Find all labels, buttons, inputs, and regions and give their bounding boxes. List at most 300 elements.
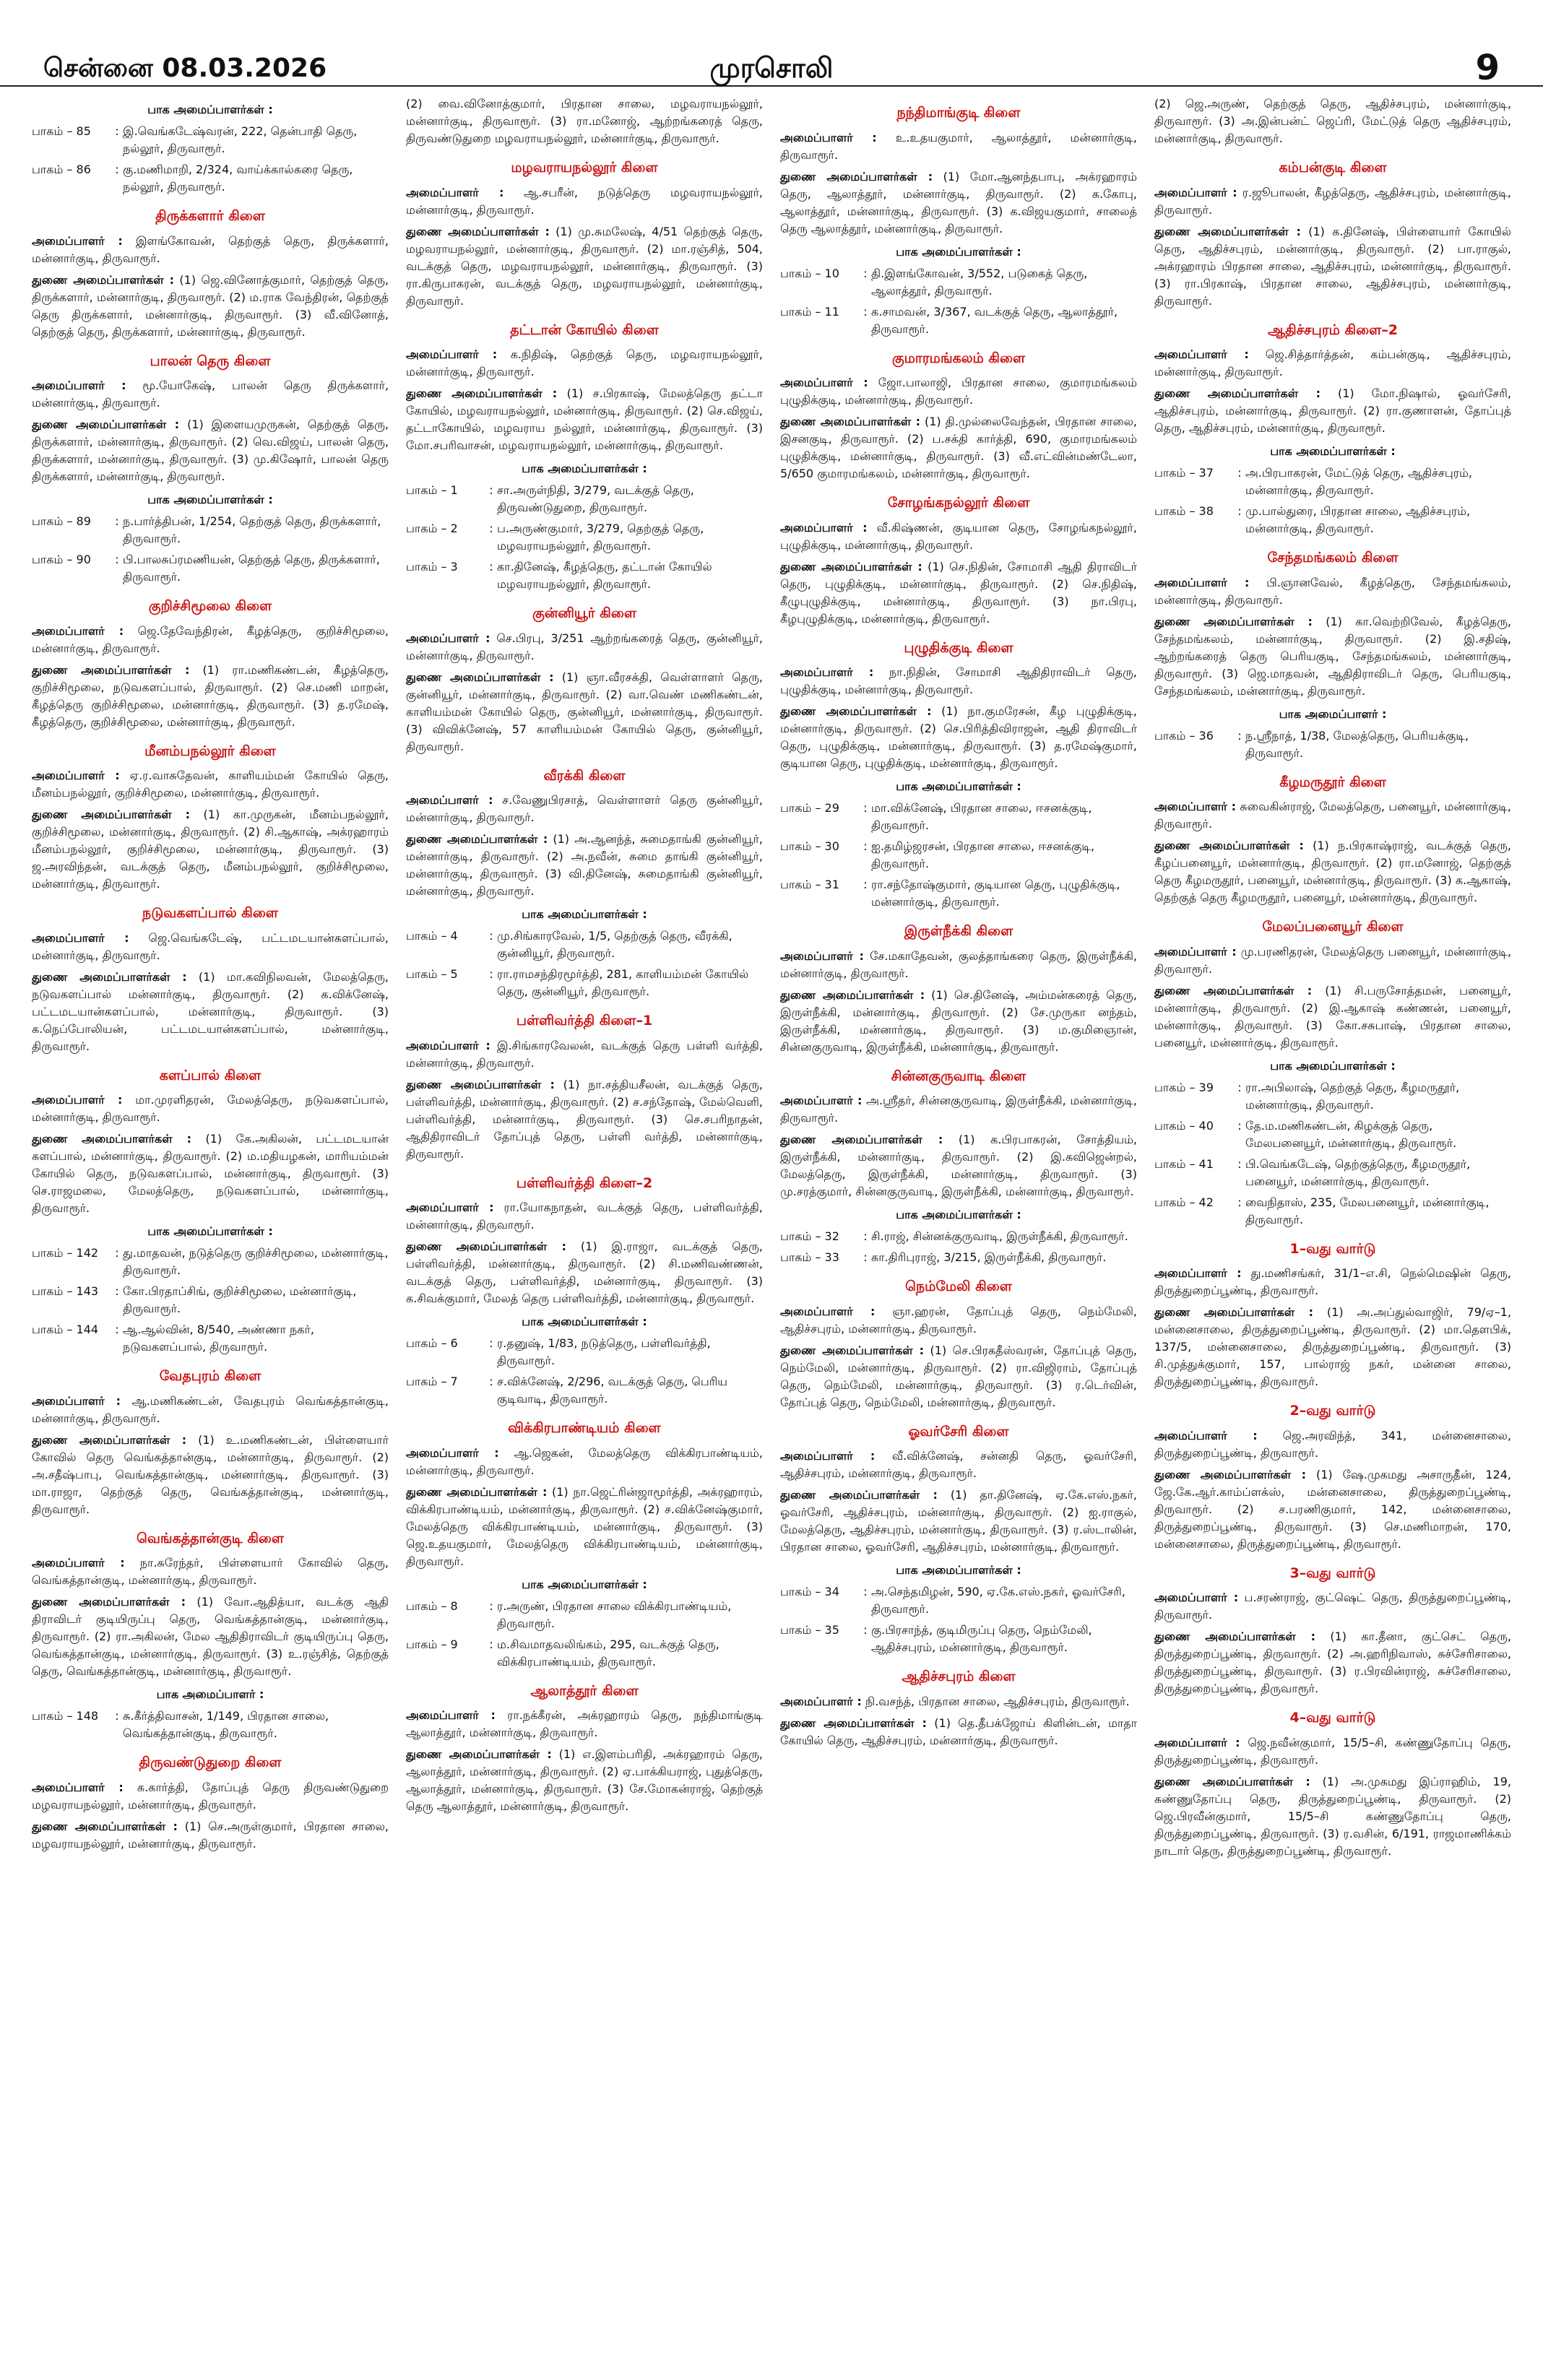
- separator: :: [863, 304, 868, 319]
- role-label: துணை அமைப்பாளர்கள் :: [32, 417, 180, 431]
- office-bearer-paragraph: [780, 1693, 1137, 1710]
- section-title: மழவராயநல்லூர் கிளை: [511, 160, 658, 176]
- office-bearer-paragraph: [1154, 574, 1511, 609]
- role-text: நி.வசந்த், பிரதான சாலை, ஆதிச்சபுரம், திருவாரூர்.: [861, 1694, 1130, 1708]
- office-bearer-paragraph: [1154, 95, 1511, 147]
- office-bearer-paragraph: [1154, 1734, 1511, 1769]
- office-bearer-paragraph: [406, 669, 763, 756]
- office-bearer-paragraph: [406, 184, 763, 219]
- ward-organisers-heading: பாக அமைப்பாளர்கள் :: [1270, 444, 1396, 458]
- office-bearer-paragraph: [1154, 1628, 1511, 1697]
- section-title: இருள்நீக்கி கிளை: [904, 923, 1013, 939]
- ward-number: பாகம் – 31: [780, 878, 839, 891]
- ward-number: பாகம் – 7: [406, 1375, 458, 1388]
- role-label: துணை அமைப்பாளர்கள் :: [780, 1488, 938, 1502]
- role-label: துணை அமைப்பாளர்கள் :: [406, 832, 548, 846]
- office-bearer-paragraph: [780, 1487, 1137, 1556]
- branch-section: [1154, 1563, 1511, 1698]
- role-label: அமைப்பாளர் :: [406, 793, 493, 807]
- office-bearer-paragraph: [32, 1393, 389, 1427]
- section-title: மேலப்பனையூர் கிளை: [1262, 919, 1404, 935]
- office-bearer-paragraph: [1154, 346, 1511, 381]
- column-2: [406, 95, 763, 2363]
- ward-organiser: ர.அருண், பிரதான சாலை விக்கிரபாண்டியம், திருவாரூர்.: [497, 1598, 732, 1630]
- ward-organisers-heading: பாக அமைப்பாளர்கள் :: [147, 493, 273, 506]
- role-text: (1) ஜெ.வினோத்குமார், தெற்குத் தெரு, திருக்களார், மன்னார்குடி, திருவாரூர். (2) ம.ராக வேந்திரன், தெற்குத் தெரு திருக்களார், மன்னார்குடி, திருவாரூர். (3) வீ.வினோத், தெற்குத் தெரு, திருக்களார், மன்னார்குடி, திருவாரூர்.: [32, 272, 389, 339]
- ward-organiser: ந.ஸ்ரீநாத், 1/38, மேலத்தெரு, பெரியக்குடி, திருவாரூர்.: [1245, 728, 1469, 760]
- ward-row: [406, 1373, 763, 1408]
- office-bearer-paragraph: [780, 558, 1137, 628]
- role-text: சுவைகின்ராஜ், மேலத்தெரு, பனையூர், மன்னார்குடி, திருவாரூர்.: [1154, 800, 1511, 831]
- ward-organisers-heading: பாக அமைப்பாளர்கள் :: [522, 1315, 647, 1328]
- branch-section: [32, 206, 389, 341]
- ward-organiser: ப.அருண்குமார், 3/279, தெற்குத் தெரு, மழவராயநல்லூர், திருவாரூர்.: [497, 522, 704, 553]
- ward-row: [780, 1228, 1137, 1245]
- office-bearer-paragraph: [32, 1091, 389, 1126]
- ward-organisers-heading: பாக அமைப்பாளர்கள் :: [1270, 1058, 1396, 1073]
- role-text: (1) செ.பிரகதீஸ்வரன், தோப்புத் தெரு, நெம்மேலி, மன்னார்குடி, திருவாரூர். (2) ரா.விஜிராம், தோப்புத் தெரு, நெம்மேலி, மன்னார்குடி, திருவாரூர். (3) ர.டெர்வின், தோப்புத் தெரு, நெம்மேலி, மன்னார்குடி, திருவாரூர்.: [780, 1343, 1137, 1409]
- role-label: அமைப்பாளர் :: [780, 948, 864, 963]
- role-label: அமைப்பாளர் :: [406, 185, 504, 199]
- role-label: துணை அமைப்பாளர்கள் :: [780, 415, 921, 428]
- ward-organiser: சு.கீர்த்திவாசன், 1/149, பிரதான சாலை, வெங்கத்தான்குடி, திருவாரூர்.: [123, 1709, 329, 1740]
- role-text: ஆ.மணிகண்டன், வேதபுரம் வெங்கத்தான்குடி, மன்னார்குடி, திருவாரூர்.: [32, 1393, 389, 1425]
- office-bearer-paragraph: [406, 1199, 763, 1234]
- section-title: கீழமருதூர் கிளை: [1279, 774, 1386, 790]
- separator: :: [115, 124, 119, 138]
- role-text: (1) மோ.நிஷால், ஓவர்சேரி, ஆதிச்சபுரம், மன்னார்குடி, திருவாரூர். (2) ரா.குணாளன், தோப்புத் தெரு, ஆதிச்சபுரம், மன்னார்குடி, திருவாரூர்.: [1154, 386, 1511, 435]
- section-title: வேதபுரம் கிளை: [159, 1368, 262, 1384]
- section-title: பள்ளிவர்த்தி கிளை–1: [516, 1013, 653, 1029]
- office-bearer-paragraph: [1154, 184, 1511, 219]
- role-text: (1) க.தினேஷ், பிள்ளையார் கோயில் தெரு, ஆதிச்சபுரம், மன்னார்குடி, திருவாரூர். (2) பா.ராகுல், அக்ரஹாரம் பிரதான சாலை, ஆதிச்சபுரம், மன்னார்குடி, திருவாரூர். (3) ரா.பிரகாஷ், பிரதான சாலை, ஆதிச்சபுரம், மன்னார்குடி, திருவாரூர்.: [1154, 224, 1511, 308]
- office-bearer-paragraph: [780, 413, 1137, 483]
- ward-row: [32, 1245, 389, 1279]
- role-label: துணை அமைப்பாளர்கள் :: [32, 272, 175, 287]
- branch-section: [406, 157, 763, 310]
- ward-organiser: சா.அருள்நிதி, 3/279, வடக்குத் தெரு, திருவண்டுதுறை, திருவாரூர்.: [497, 483, 694, 514]
- role-label: துணை அமைப்பாளர்கள் :: [1154, 983, 1313, 998]
- role-label: அமைப்பாளர் :: [1154, 1266, 1242, 1280]
- section-title: பள்ளிவர்த்தி கிளை–2: [516, 1174, 653, 1191]
- role-text: (1) நா.குமரேசன், கீழ புழுதிக்குடி, மன்னார்குடி, திருவாரூர். (2) செ.பிரித்திவிராஜன், ஆதி திராவிடர் தெரு, புழுதிக்குடி, மன்னார்குடி, திருவாரூர். (3) த.ரமேஷ்குமார், குடியான தெரு, புழுதிக்குடி, மன்னார்குடி, திருவாரூர்.: [780, 704, 1137, 770]
- role-text: (1) அ.ஆனந்த், சுமைதாங்கி குன்னியூர், மன்னார்குடி, திருவாரூர். (2) அ.நவீன், சுமை தாங்கி குன்னியூர், மன்னார்குடி, திருவாரூர். (3) வி.தினேஷ், சுமைதாங்கி குன்னியூர், மன்னார்குடி, திருவாரூர்.: [406, 832, 763, 898]
- ward-row: [780, 800, 1137, 834]
- branch-section: [1154, 917, 1511, 1229]
- role-text: க.நிதிஷ், தெற்குத் தெரு, மழவராயநல்லூர், மன்னார்குடி, திருவாரூர்.: [406, 347, 763, 378]
- ward-row: [406, 927, 763, 962]
- role-text: ஜெ.வெங்கடேஷ், பட்டமடயான்களப்பால், மன்னார்குடி, திருவாரூர்.: [32, 930, 389, 962]
- separator: :: [115, 553, 119, 566]
- role-label: அமைப்பாளர் :: [1154, 347, 1249, 361]
- branch-section: [406, 1681, 763, 1816]
- ward-organisers-heading: பாக அமைப்பாளர்கள் :: [522, 1577, 647, 1591]
- office-bearer-paragraph: [32, 1779, 389, 1814]
- branch-section: [32, 1752, 389, 1853]
- ward-row: [780, 838, 1137, 873]
- separator: :: [115, 514, 119, 528]
- section-title: நடுவகளப்பால் கிளை: [142, 905, 278, 921]
- section-title: திருக்களார் கிளை: [155, 208, 265, 224]
- ward-number: பாகம் – 1: [406, 483, 458, 497]
- branch-section: [780, 638, 1137, 912]
- ward-number: பாகம் – 142: [32, 1246, 99, 1260]
- section-title: கம்பன்குடி கிளை: [1279, 160, 1387, 176]
- ward-organisers-heading: பாக அமைப்பாளர்கள் :: [896, 1208, 1021, 1221]
- role-text: (1) வோ.ஆதித்யா, வடக்கு ஆதி திராவிடர் குடியிருப்பு தெரு, வெங்கத்தான்குடி, மன்னார்குடி, திருவாரூர். (2) ரா.அகிலன், மேல ஆதிதிராவிடர் குடியிருப்பு தெரு, வெங்கத்தான்குடி, மன்னார்குடி, திருவாரூர். (3) உ.ரஞ்சித், தெற்குத் தெரு, வெங்கத்தான்குடி, மன்னார்குடி, திருவாரூர்.: [32, 1595, 389, 1678]
- office-bearer-paragraph: [32, 416, 389, 485]
- separator: :: [489, 1598, 493, 1613]
- column-4: [1154, 95, 1511, 2363]
- branch-section: [406, 1173, 763, 1408]
- office-bearer-paragraph: [1154, 798, 1511, 833]
- ward-number: பாகம் – 89: [32, 514, 91, 528]
- office-bearer-paragraph: [32, 806, 389, 893]
- section-title: வெங்கத்தான்குடி கிளை: [136, 1530, 285, 1546]
- section-title: ஓவர்சேரி கிளை: [908, 1423, 1009, 1440]
- separator: :: [863, 1229, 868, 1243]
- role-text: ச.வேணுபிரசாத், வெள்ளாளர் தெரு குன்னியூர், மன்னார்குடி, திருவாரூர்.: [406, 793, 763, 824]
- ward-organiser: சி.ராஜ், சின்னக்குருவாடி, இருள்நீக்கி, திருவாரூர்.: [871, 1229, 1128, 1243]
- role-label: துணை அமைப்பாளர்கள் :: [1154, 614, 1313, 628]
- branch-section: [32, 1366, 389, 1518]
- role-label: துணை அமைப்பாளர்கள் :: [1154, 1774, 1310, 1788]
- ward-organiser: கு.பிரசாந்த், குடிமிருப்பு தெரு, நெம்மேலி, ஆதிச்சபுரம், மன்னார்குடி, திருவாரூர்.: [871, 1623, 1092, 1654]
- ward-number: பாகம் – 8: [406, 1598, 458, 1613]
- role-label: அமைப்பாளர் :: [406, 347, 498, 361]
- column-3: [780, 95, 1137, 2363]
- ward-row: [406, 1598, 763, 1632]
- role-text: (1) க.பிரபாகரன், சோத்தியம், இருள்நீக்கி, மன்னார்குடி, திருவாரூர். (2) இ.கவிஜென்றல், மேலத்தெரு, இருள்நீக்கி, மன்னார்குடி, திருவாரூர். (3) மு.சரத்குமார், சின்னகுருவாடி, இருள்நீக்கி, மன்னார்குடி, திருவாரூர்.: [780, 1133, 1137, 1198]
- ward-organiser: ந.பார்த்திபன், 1/254, தெற்குத் தெரு, திருக்களார், திருவாரூர்.: [123, 514, 381, 545]
- ward-organisers-heading: பாக அமைப்பாளர்கள் :: [522, 907, 647, 921]
- office-bearer-paragraph: [1154, 1265, 1511, 1299]
- branch-section: [32, 903, 389, 1055]
- role-label: துணை அமைப்பாளர்கள் :: [406, 1077, 555, 1091]
- ward-organiser: மு.பால்துரை, பிரதான சாலை, ஆதிச்சபுரம், மன்னார்குடி, திருவாரூர்.: [1245, 504, 1471, 535]
- role-label: துணை அமைப்பாளர்கள் :: [780, 1133, 943, 1146]
- section-title: நெம்மேலி கிளை: [905, 1278, 1012, 1294]
- role-text: வீ.கிஷ்ணன், குடியான தெரு, சோழங்கநல்லூர், புழுதிக்குடி, மன்னார்குடி, திருவாரூர்.: [780, 520, 1137, 552]
- ward-organiser: து.மாதவன், நடுத்தெரு குறிச்சிமூலை, மன்னார்குடி, திருவாரூர்.: [123, 1246, 389, 1277]
- role-text: (1) செ.தினேஷ், அம்மன்கரைத் தெரு, இருள்நீக்கி, மன்னார்குடி, திருவாரூர். (2) சே.முருகா னந்தம், இருள்நீக்கி, மன்னார்குடி, திருவாரூர். (3) ம.குமிஞைான், சின்னகுருவாடி, இருள்நீக்கி, மன்னார்குடி, திருவாரூர்.: [780, 987, 1137, 1054]
- ward-number: பாகம் – 36: [1154, 728, 1214, 743]
- role-text: (1) அ.முகமது இப்ராஹிம், 19, கண்ணுதோப்பு தெரு, திருத்துறைப்பூண்டி, திருவாரூர். (2) ஜெ.பிரவீன்குமார், 15/5–சி கண்ணுதோப்பு தெரு, திருத்துறைப்பூண்டி, திருவாரூர். (3) ர.வசின், 6/191, ராஜமாணிக்கம் நாடார் தெரு, திருத்துறைப்பூண்டி, திருவாரூர்.: [1154, 1774, 1511, 1858]
- ward-row: [406, 482, 763, 516]
- role-label: அமைப்பாளர் :: [406, 1708, 496, 1722]
- role-text: ஆ.சபரீன், நடுத்தெரு மழவராயநல்லூர், மன்னார்குடி, திருவாரூர்.: [406, 185, 763, 217]
- branch-section: [780, 921, 1137, 1056]
- role-text: (1) செ.நிதின், சோமாசி ஆதி திராவிடர் தெரு, புழுதிக்குடி, மன்னார்குடி, திருவாரூர். (2) செ.நிதிஷ், கீழுபுழுதிக்குடி, மன்னார்குடி, திருவாரூர். (3) நா.பிரபு, கீழபுழுதிக்குடி, மன்னார்குடி, திருவாரூர்.: [780, 559, 1137, 626]
- role-text: இ.சிங்காரவேலன், வடக்குத் தெரு பள்ளி வர்த்தி, மன்னார்குடி, திருவாரூர்.: [406, 1038, 763, 1070]
- ward-organiser: மா.விக்னேஷ், பிரதான சாலை, ஈசனக்குடி, திருவாரூர்.: [871, 801, 1092, 832]
- section-title: சின்னகுருவாடி கிளை: [891, 1068, 1026, 1084]
- ward-number: பாகம் – 41: [1154, 1156, 1214, 1171]
- role-label: அமைப்பாளர் :: [32, 1393, 121, 1408]
- ward-organiser: ஆ.ஆல்வின், 8/540, அண்ணா நகர், நடுவகளப்பால், திருவாரூர்.: [123, 1323, 314, 1354]
- role-text: ஆ.ஜெகன், மேலத்தெரு விக்கிரபாண்டியம், மன்னார்குடி, திருவாரூர்.: [406, 1445, 763, 1477]
- office-bearer-paragraph: [32, 1432, 389, 1518]
- role-text: (1) எ.இளம்பரிதி, அக்ரஹாரம் தெரு, ஆலாத்தூர், மன்னார்குடி, திருவாரூர். (2) ஏ.பாக்கியராஜ், புதுத்தெரு, ஆலாத்தூர், மன்னார்குடி, திருவாரூர். (3) சே.மோகன்ராஜ், தெற்குத் தெரு ஆலாத்தூர், மன்னார்குடி, திருவாரூர்.: [406, 1747, 763, 1813]
- office-bearer-paragraph: [32, 623, 389, 657]
- branch-section: [1154, 548, 1511, 762]
- section-title: 2–வது வார்டு: [1289, 1403, 1376, 1419]
- branch-section: [406, 1011, 763, 1163]
- role-text: (1) உ.மணிகண்டன், பிள்ளையார் கோவில் தெரு வெங்கத்தான்குடி, மன்னார்குடி, திருவாரூர். (2) அ.சதீஷ்பாபு, வெங்கத்தான்குடி, மன்னார்குடி, திருவாரூர். (3) மா.ராஜா, தெற்குத் தெரு, வெங்கத்தான்குடி, மன்னார்குடி, திருவாரூர்.: [32, 1432, 389, 1516]
- role-label: துணை அமைப்பாளர்கள் :: [780, 1343, 925, 1357]
- office-bearer-paragraph: [780, 987, 1137, 1056]
- role-label: அமைப்பாளர் :: [406, 631, 490, 645]
- ward-organiser: அ.செந்தமிழன், 590, ஏ.கே.எஸ்.நகர், ஓவர்சேரி, திருவாரூர்.: [871, 1585, 1125, 1616]
- ward-number: பாகம் – 3: [406, 560, 458, 574]
- office-bearer-paragraph: [406, 1445, 763, 1479]
- office-bearer-paragraph: [32, 1818, 389, 1853]
- ward-organisers-heading: பாக அமைப்பாளர்கள் :: [896, 779, 1021, 793]
- section-title: 4–வது வார்டு: [1289, 1710, 1376, 1726]
- role-label: அமைப்பாளர் :: [1154, 800, 1236, 813]
- role-text: மு.பரணிதரன், மேலத்தெரு பனையூர், மன்னார்குடி, திருவாரூர்.: [1154, 944, 1511, 976]
- ward-row: [32, 1321, 389, 1356]
- ward-organiser: தே.ம.மணிகண்டன், கிழக்குத் தெரு, மேலபனையூர், மன்னார்குடி, திருவாரூர்.: [1245, 1118, 1457, 1150]
- separator: :: [1237, 1080, 1242, 1094]
- office-bearer-paragraph: [32, 1593, 389, 1680]
- ward-organiser: ச.விக்னேஷ், 2/296, வடக்குத் தெரு, பெரிய குடிவாடி, திருவாரூர்.: [497, 1375, 727, 1406]
- ward-number: பாகம் – 90: [32, 553, 91, 566]
- office-bearer-paragraph: [780, 664, 1137, 698]
- role-label: அமைப்பாளர் :: [780, 520, 868, 535]
- office-bearer-paragraph: [1154, 1427, 1511, 1462]
- role-label: துணை அமைப்பாளர்கள் :: [406, 1239, 567, 1253]
- role-text: ர.ஜூபாலன், கீழத்தெரு, ஆதிச்சபுரம், மன்னார்குடி, திருவாரூர்.: [1154, 185, 1511, 217]
- office-bearer-paragraph: [1154, 223, 1511, 310]
- role-text: செ.பிரபு, 3/251 ஆற்றங்கரைத் தெரு, குன்னியூர், மன்னார்குடி, திருவாரூர்.: [406, 631, 763, 662]
- office-bearer-paragraph: [32, 1554, 389, 1589]
- role-text: (1) தெ.தீபக்ஜோய் கிளின்டன், மாதா கோயில் தெரு, ஆதிச்சபுரம், மன்னார்குடி, திருவாரூர்.: [780, 1715, 1137, 1747]
- role-label: அமைப்பாளர் :: [780, 1694, 862, 1708]
- section-title: விக்கிரபாண்டியம் கிளை: [508, 1420, 661, 1436]
- separator: :: [115, 1323, 119, 1336]
- role-label: அமைப்பாளர் :: [406, 1038, 490, 1052]
- office-bearer-paragraph: [32, 930, 389, 964]
- office-bearer-paragraph: [780, 1715, 1137, 1749]
- role-label: துணை அமைப்பாளர்கள் :: [406, 1484, 548, 1499]
- role-text: ப.சரண்ராஜ், குட்ஷெட் தெரு, திருத்துறைப்பூண்டி, திருவாரூர்.: [1154, 1591, 1511, 1622]
- branch-section: [780, 1421, 1137, 1657]
- ward-row: [32, 1708, 389, 1742]
- role-text: நா.நிதின், சோமாசி ஆதிதிராவிடர் தெரு, புழுதிக்குடி, மன்னார்குடி, திருவாரூர்.: [780, 665, 1137, 696]
- ward-organiser: பி.பாலசுப்ரமணியன், தெற்குத் தெரு, திருக்களார், திருவாரூர்.: [123, 553, 380, 584]
- article-columns: [32, 95, 1511, 2363]
- ward-number: பாகம் – 10: [780, 266, 839, 280]
- role-label: துணை அமைப்பாளர்கள் :: [406, 224, 550, 238]
- edition-date: சென்னை 08.03.2026: [43, 53, 327, 83]
- newspaper-title: முரசொலி: [709, 52, 834, 84]
- separator: :: [489, 1375, 493, 1388]
- page-number: 9: [1475, 48, 1500, 88]
- role-label: துணை அமைப்பாளர்கள் :: [1154, 1467, 1307, 1481]
- ward-organiser: க.சாமவன், 3/367, வடக்குத் தெரு, ஆலாத்தூர், திருவாரூர்.: [871, 304, 1118, 336]
- role-label: அமைப்பாளர் :: [32, 623, 124, 638]
- office-bearer-paragraph: [780, 1448, 1137, 1482]
- ward-number: பாகம் – 143: [32, 1284, 99, 1298]
- separator: :: [115, 163, 119, 176]
- role-label: துணை அமைப்பாளர்கள் :: [1154, 1630, 1315, 1643]
- office-bearer-paragraph: [1154, 1773, 1511, 1860]
- ward-organiser: அ.பிரபாகரன், மேட்டுத் தெரு, ஆதிச்சபுரம், மன்னார்குடி, திருவாரூர்.: [1245, 466, 1473, 497]
- ward-number: பாகம் – 30: [780, 839, 839, 853]
- branch-section: [406, 1418, 763, 1671]
- branch-section: [32, 351, 389, 587]
- ward-row: [1154, 503, 1511, 537]
- role-label: அமைப்பாளர் :: [780, 376, 868, 389]
- role-label: துணை அமைப்பாளர்கள் :: [406, 1747, 552, 1761]
- role-text: (2) ஜெ.அருண், தெற்குத் தெரு, ஆதிச்சபுரம், மன்னார்குடி, திருவாரூர். (3) அ.இன்பன்ட் ஜெப்ரி, மேட்டுத் தெரு ஆதிச்சபுரம், மன்னார்குடி, திருவாரூர்.: [1154, 97, 1511, 145]
- role-label: அமைப்பாளர் :: [780, 1449, 876, 1463]
- branch-section: [780, 348, 1137, 483]
- office-bearer-paragraph: [406, 1037, 763, 1072]
- ward-row: [780, 1249, 1137, 1266]
- office-bearer-paragraph: [1154, 837, 1511, 906]
- ward-organiser: மு.சிங்காரவேல், 1/5, தெற்குத் தெரு, வீரக்கி, குன்னியூர், திருவாரூர்.: [497, 929, 732, 960]
- role-text: ரா.நக்கீரன், அக்ரஹாரம் தெரு, நந்திமாங்குடி ஆலாத்தூர், மன்னார்குடி, திருவாரூர்.: [406, 1708, 763, 1739]
- ward-organiser: கா.தினேஷ், கீழத்தெரு, தட்டான் கோயில் மழவராயநல்லூர், திருவாரூர்.: [497, 560, 712, 591]
- role-label: துணை அமைப்பாளர்கள் :: [780, 559, 922, 574]
- section-title: நந்திமாங்குடி கிளை: [896, 105, 1021, 121]
- branch-section: [32, 741, 389, 893]
- role-text: (1) கே.அகிலன், பட்டமடயான் களப்பால், மன்னார்குடி, திருவாரூர். (2) ம.மதியழகன், மாரியம்மன் கோயில் தெரு, நடுவகளப்பால், மன்னார்குடி, திருவாரூர். (3) செ.ராஜமலை, மேலத்தெரு, நடுவகளப்பால், மன்னார்குடி, திருவாரூர்.: [32, 1132, 389, 1215]
- separator: :: [1237, 1195, 1242, 1209]
- role-text: இளங்கோவன், தெற்குத் தெரு, திருக்களார், மன்னார்குடி, திருவாரூர்.: [32, 233, 389, 265]
- branch-section: [780, 103, 1137, 338]
- separator: :: [1237, 466, 1242, 480]
- role-label: துணை அமைப்பாளர்கள் :: [1154, 386, 1321, 400]
- section-title: பாலன் தெரு கிளை: [150, 352, 271, 369]
- role-text: ஜோ.பாலாஜி, பிரதான சாலை, குமாரமங்கலம் புழுதிக்குடி, மன்னார்குடி, திருவாரூர்.: [780, 376, 1137, 407]
- ward-organisers-heading: பாக அமைப்பாளர் :: [1279, 706, 1387, 721]
- ward-number: பாகம் – 39: [1154, 1080, 1214, 1094]
- office-bearer-paragraph: [780, 168, 1137, 238]
- ward-number: பாகம் – 86: [32, 163, 91, 176]
- role-text: (1) அ.அப்துல்வாஜிர், 79/ஏ–1, மன்னைசாலை, திருத்துறைப்பூண்டி, திருவாரூர். (2) மா.தெளபிக், 137/5, மன்னைசாலை, திருத்துறைப்பூண்டி, திருவாரூர். (3) சி.முத்துக்குமார், 157, பால்ராஜ் நகர், மன்னை சாலை, திருத்துறைப்பூண்டி, திருவாரூர்.: [1154, 1305, 1511, 1388]
- ward-row: [1154, 1079, 1511, 1114]
- office-bearer-paragraph: [1154, 1589, 1511, 1624]
- office-bearer-paragraph: [406, 1484, 763, 1570]
- role-text: (1) ஷே.முகமது அசாருதீன், 124, ஜே.கே.ஆர்.காம்ப்ளக்ஸ், மன்னைசாலை, திருத்துறைப்பூண்டி, திருவாரூர். (2) ச.பரணிகுமார், 142, மன்னைசாலை, திருத்துறைப்பூண்டி, திருவாரூர். (3) செ.மணிமாறன், 170, மன்னைசாலை, திருத்துறைப்பூண்டி, திருவாரூர்.: [1154, 1467, 1511, 1551]
- separator: :: [863, 1623, 868, 1637]
- ward-number: பாகம் – 42: [1154, 1195, 1214, 1209]
- office-bearer-paragraph: [780, 703, 1137, 772]
- role-label: துணை அமைப்பாளர்கள் :: [780, 987, 925, 1002]
- role-text: ஜெ.சித்தார்த்தன், கம்பன்குடி, ஆதிச்சபுரம், மன்னார்குடி, திருவாரூர்.: [1154, 347, 1511, 378]
- branch-section: [1154, 95, 1511, 147]
- role-label: துணை அமைப்பாளர்கள் :: [1154, 839, 1304, 852]
- branch-section: [406, 766, 763, 1001]
- role-text: (1) ஞா.வீரசக்தி, வெள்ளாளர் தெரு, குன்னியூர், மன்னார்குடி, திருவாரூர். (2) வா.வெண் மணிகண்டன், காளியம்மன் கோயில் தெரு, குன்னியூர், மன்னார்குடி, திருவாரூர். (3) விவிக்னேஷ், 57 காளியம்மன் கோயில் தெரு, குன்னியூர், திருவாரூர்.: [406, 670, 763, 753]
- role-text: (1) தா.தினேஷ், ஏ.கே.எஸ்.நகர், ஓவர்சேரி, ஆதிச்சபுரம், மன்னார்குடி, திருவாரூர். (2) ஐ.ராகுல், மேலத்தெரு, ஆதிச்சபுரம், மன்னார்குடி, திருவாரூர். (3) ர.ஸ்டாலின், பிரதான சாலை, ஓவர்சேரி, ஆதிச்சபுரம், மன்னார்குடி, திருவாரூர்.: [780, 1488, 1137, 1554]
- branch-section: [32, 1065, 389, 1356]
- separator: :: [489, 522, 493, 535]
- role-label: அமைப்பாளர் :: [32, 233, 123, 248]
- section-title: குமாரமங்கலம் கிளை: [891, 350, 1026, 366]
- role-label: அமைப்பாளர் :: [32, 769, 120, 782]
- ward-organisers-heading: பாக அமைப்பாளர்கள் :: [896, 1563, 1021, 1577]
- separator: :: [863, 801, 868, 815]
- role-text: நா.சுரேந்தர், பிள்ளையார் கோவில் தெரு, வெங்கத்தான்குடி, மன்னார்குடி, திருவாரூர்.: [32, 1556, 389, 1587]
- ward-row: [32, 551, 389, 586]
- office-bearer-paragraph: [780, 374, 1137, 409]
- role-text: மூ.யோகேஷ், பாலன் தெரு திருக்களார், மன்னார்குடி, திருவாரூர்.: [32, 378, 389, 410]
- office-bearer-paragraph: [406, 223, 763, 310]
- role-label: அமைப்பாளர் :: [32, 1780, 124, 1794]
- office-bearer-paragraph: [780, 1342, 1137, 1411]
- branch-section: [780, 1666, 1137, 1749]
- role-text: (1) தி.முல்லைவேந்தன், பிரதான சாலை, இசனகுடி, திருவாரூர். (2) ப.சக்தி கார்த்தி, 690, குமாரமங்கலம் புழுதிக்குடி, மன்னார்குடி, திருவாரூர். (3) வீ.எட்வின்மண்டேலா, 5/650 குமாரமங்கலம், மன்னார்குடி, திருவாரூர்.: [780, 415, 1137, 480]
- ward-organiser: கு.மணிமாறி, 2/324, வாய்க்கால்கரை தெரு, நல்லூர், திருவாரூர்.: [123, 163, 353, 194]
- role-text: ஞா.ஹரன், தோப்புத் தெரு, நெம்மேலி, ஆதிச்சபுரம், மன்னார்குடி, திருவாரூர்.: [780, 1304, 1137, 1336]
- office-bearer-paragraph: [406, 1746, 763, 1815]
- ward-row: [32, 123, 389, 157]
- role-label: துணை அமைப்பாளர்கள் :: [1154, 224, 1301, 238]
- ward-organiser: கா.திரிபுராஜ், 3/215, இருள்நீக்கி, திருவாரூர்.: [871, 1250, 1107, 1264]
- office-bearer-paragraph: [406, 95, 763, 147]
- role-label: துணை அமைப்பாளர்கள் :: [32, 1819, 178, 1833]
- ward-row: [32, 513, 389, 548]
- ward-organisers-heading: பாக அமைப்பாளர் :: [156, 1687, 264, 1701]
- role-text: (1) இ.ராஜா, வடக்குத் தெரு, பள்ளிவர்த்தி, மன்னார்குடி, திருவாரூர். (2) சி.மணிவண்ணன், வடக்குத் தெரு, பள்ளிவர்த்தி, மன்னார்குடி, திருவாரூர். (3) க.சிவக்குமார், மேலத் தெரு பள்ளிவர்த்தி, மன்னார்குடி, திருவாரூர்.: [406, 1239, 763, 1305]
- branch-section: [32, 596, 389, 731]
- role-label: துணை அமைப்பாளர்கள் :: [32, 1132, 192, 1146]
- section-title: தட்டான் கோயில் கிளை: [510, 321, 659, 338]
- role-text: (1) ரா.மணிகண்டன், கீழத்தெரு, குறிச்சிமூலை, நடுவகளப்பால், திருவாரூர். (2) செ.மணி மாறன், கீழத்தெரு குறிச்சிமூலை, மன்னார்குடி, திருவாரூர். (3) த.ரமேஷ், கீழத்தெரு, குறிச்சிமூலை, மன்னார்குடி, திருவாரூர்.: [32, 662, 389, 729]
- separator: :: [489, 1637, 493, 1651]
- role-label: துணை அமைப்பாளர்கள் :: [406, 386, 558, 400]
- section-title: ஆதிச்சபுரம் கிளை–2: [1268, 321, 1398, 338]
- branch-section: [406, 95, 763, 147]
- branch-section: [1154, 1708, 1511, 1860]
- separator: :: [863, 1585, 868, 1598]
- ward-organiser: ர.தனுஷ், 1/83, நடுத்தெரு, பள்ளிவர்த்தி, திருவாரூர்.: [497, 1336, 711, 1367]
- ward-row: [406, 558, 763, 593]
- role-text: மா.முரளிதரன், மேலத்தெரு, நடுவகளப்பால், மன்னார்குடி, திருவாரூர்.: [32, 1093, 389, 1124]
- role-label: துணை அமைப்பாளர்கள் :: [32, 662, 190, 677]
- office-bearer-paragraph: [406, 630, 763, 665]
- section-title: ஆலாத்தூர் கிளை: [530, 1682, 639, 1699]
- ward-organiser: தி.இளங்கோவன், 3/552, படுகைத் தெரு, ஆலாத்தூர், திருவாரூர்.: [871, 266, 1088, 298]
- role-text: ஜெ.அரவிந்த், 341, மன்னைசாலை, திருத்துறைப்பூண்டி, திருவாரூர்.: [1154, 1428, 1511, 1460]
- separator: :: [489, 929, 493, 943]
- office-bearer-paragraph: [406, 1707, 763, 1741]
- role-text: (1) மு.சுமலேஷ், 4/51 தெற்குத் தெரு, மழவராயநல்லூர், மன்னார்குடி, திருவாரூர். (2) மா.ரஞ்சித், 504, வடக்குத் தெரு, மழவராயநல்லூர், மன்னார்குடி, திருவாரூர். (3) ரா.கிருபாகரன், வடக்குத் தெரு, மழவராயநல்லூர், மன்னார்குடி, திருவாரூர்.: [406, 224, 763, 308]
- role-label: அமைப்பாளர் :: [780, 130, 877, 144]
- office-bearer-paragraph: [780, 1131, 1137, 1200]
- separator: :: [115, 1284, 119, 1298]
- role-label: அமைப்பாளர் :: [1154, 185, 1237, 199]
- role-text: (1) சி.பருசோத்தமன், பனையூர், மன்னார்குடி, திருவாரூர். (2) இ.ஆகாஷ் கண்ணன், பனையூர், மன்னார்குடி, திருவாரூர். (3) கோ.சசுபாஷ், பிரதான சாலை, பனையூர், மன்னார்குடி, திருவாரூர்.: [1154, 983, 1511, 1050]
- office-bearer-paragraph: [406, 1238, 763, 1307]
- section-title: புழுதிக்குடி கிளை: [904, 639, 1013, 656]
- separator: :: [863, 1250, 868, 1264]
- ward-number: பாகம் – 2: [406, 522, 458, 535]
- ward-number: பாகம் – 144: [32, 1323, 99, 1336]
- ward-number: பாகம் – 35: [780, 1623, 839, 1637]
- ward-number: பாகம் – 37: [1154, 466, 1214, 480]
- office-bearer-paragraph: [406, 385, 763, 454]
- role-text: (2) வை.வினோத்குமார், பிரதான சாலை, மழவராயநல்லூர், மன்னார்குடி, திருவாரூர். (3) ரா.மனோஜ், ஆற்றங்கரைத் தெரு, திருவண்டுதுறை மழவராயநல்லூர், மன்னார்குடி, திருவாரூர்.: [406, 97, 763, 145]
- role-text: ஜெ.தேவேந்திரன், கீழத்தெரு, குறிச்சிமூலை, மன்னார்குடி, திருவாரூர்.: [32, 623, 389, 655]
- office-bearer-paragraph: [406, 831, 763, 900]
- role-text: (1) இளையமுருகன், தெற்குத் தெரு, திருக்களார், மன்னார்குடி, திருவாரூர். (2) வெ.விஜய், பாலன் தெரு, திருக்களார், மன்னார்குடி, திருவாரூர். (3) மு.கிஷோர், பாலன் தெரு திருக்களார், மன்னார்குடி, திருவாரூர்.: [32, 417, 389, 483]
- role-text: (1) கா.வெற்றிவேல், கீழத்தெரு, சேந்தமங்கலம், மன்னார்குடி, திருவாரூர். (2) இ.சதிஷ், ஆற்றங்கரைத் தெரு பெரியகுடி, சேந்தமங்கலம், மன்னார்குடி, திருவாரூர். (3) ஜெ.மாதவன், ஆதிதிராவிடர் தெரு, பெரியகுடி, சேந்தமங்கலம், மன்னார்குடி, திருவாரூர்.: [1154, 614, 1511, 698]
